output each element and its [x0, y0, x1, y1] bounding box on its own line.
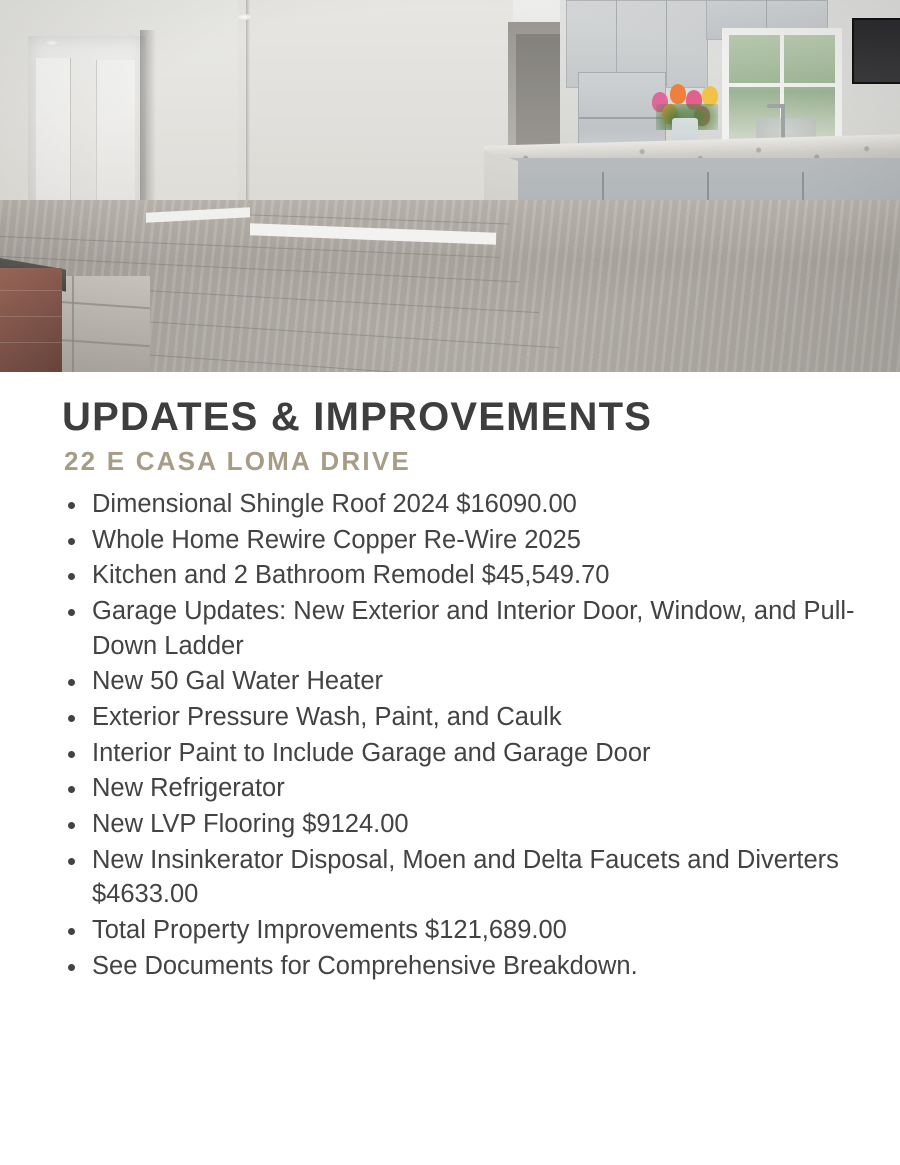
brick-hearth	[0, 268, 62, 372]
list-item: New Refrigerator	[58, 771, 856, 806]
list-item: Whole Home Rewire Copper Re-Wire 2025	[58, 523, 856, 558]
list-item: Exterior Pressure Wash, Paint, and Caulk	[58, 700, 856, 735]
list-item: Garage Updates: New Exterior and Interior Door, Window, and Pull-Down Ladder	[58, 594, 856, 663]
flower	[670, 84, 686, 104]
recessed-light	[236, 14, 252, 20]
improvements-list	[58, 487, 856, 983]
brick-line	[0, 290, 62, 291]
property-photo	[0, 0, 900, 372]
list-item: Dimensional Shingle Roof 2024 $16090.00	[58, 487, 856, 522]
hallway-door-left	[36, 58, 71, 208]
list-item: Kitchen and 2 Bathroom Remodel $45,549.70	[58, 558, 856, 593]
brick-line	[0, 316, 62, 317]
cabinet-seam	[666, 0, 667, 86]
list-item: New 50 Gal Water Heater	[58, 664, 856, 699]
recessed-light	[44, 40, 60, 46]
list-item: Interior Paint to Include Garage and Garage Door	[58, 736, 856, 771]
property-address: 22 E CASA LOMA DRIVE	[64, 446, 411, 476]
faucet-icon	[781, 104, 785, 138]
tile-grout	[72, 276, 74, 372]
window-mullion-horizontal	[729, 83, 835, 87]
list-item: Total Property Improvements $121,689.00	[58, 913, 856, 948]
hallway-door-right	[96, 60, 135, 208]
list-item: New Insinkerator Disposal, Moen and Delta Faucets and Diverters $4633.00	[58, 843, 856, 912]
flower	[702, 86, 718, 106]
list-item: See Documents for Comprehensive Breakdown.	[58, 949, 856, 984]
list-item: New LVP Flooring $9124.00	[58, 807, 856, 842]
page-title: UPDATES & IMPROVEMENTS	[62, 395, 653, 439]
wall-mounted-tv	[852, 18, 900, 84]
brick-line	[0, 342, 62, 343]
flyer-content	[0, 372, 900, 983]
